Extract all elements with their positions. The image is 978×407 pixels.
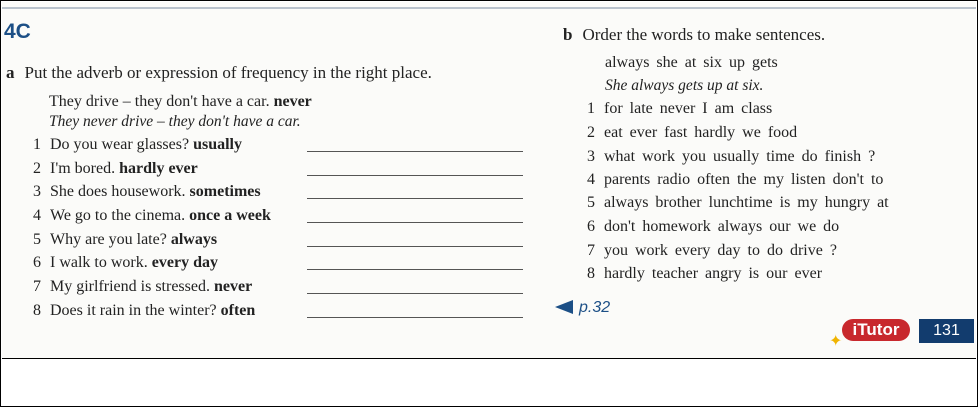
item-number: 8	[33, 302, 41, 319]
section-a-heading	[6, 63, 432, 83]
item-adverb: often	[220, 302, 256, 319]
section-a-instruction: Put the adverb or expression of frequency in the right place.	[24, 63, 432, 82]
page-number: 131	[919, 319, 974, 343]
item-text	[50, 278, 252, 296]
section-b-heading	[563, 25, 825, 45]
item-number: 5	[33, 231, 41, 248]
item-number: 1	[33, 136, 41, 153]
item-words: always brother lunchtime is my hungry at	[604, 194, 889, 211]
answer-line[interactable]	[307, 269, 523, 270]
section-b-instruction: Order the words to make sentences.	[582, 25, 826, 44]
section-b-item	[587, 171, 883, 193]
item-text	[50, 183, 261, 201]
item-question: Do you wear glasses?	[50, 136, 190, 153]
section-b-item	[587, 194, 889, 216]
unit-title: 4C	[4, 20, 31, 43]
item-text	[50, 254, 218, 272]
item-words: parents radio often the my listen don't to	[604, 171, 884, 188]
section-a-item	[2, 183, 527, 205]
item-number: 7	[33, 278, 41, 295]
section-b-item	[587, 265, 822, 287]
section-a-item	[2, 160, 527, 182]
item-question: My girlfriend is stressed.	[50, 278, 210, 295]
item-question: I walk to work.	[50, 254, 148, 271]
section-a-example-answer: They never drive – they don't have a car.	[49, 113, 301, 130]
example-adverb: never	[273, 93, 312, 110]
example-question-text: They drive – they don't have a car.	[49, 93, 270, 110]
page-reference-link[interactable]	[555, 299, 610, 317]
section-a-example-question	[49, 93, 312, 111]
section-a-letter: a	[6, 63, 15, 82]
item-number: 8	[587, 265, 595, 282]
item-number: 6	[587, 218, 595, 235]
item-question: Does it rain in the winter?	[50, 302, 217, 319]
section-b-item	[587, 242, 837, 264]
itutor-badge[interactable]: iTutor	[842, 319, 910, 341]
item-number: 2	[33, 160, 41, 177]
answer-line[interactable]	[307, 293, 523, 294]
answer-line[interactable]	[307, 317, 523, 318]
section-a-item	[2, 254, 527, 276]
item-number: 6	[33, 254, 41, 271]
section-b-item	[587, 148, 875, 170]
item-adverb: every day	[151, 254, 218, 271]
section-b-item	[587, 218, 839, 240]
item-number: 2	[587, 124, 595, 141]
section-b-item	[587, 100, 772, 122]
item-adverb: once a week	[189, 207, 271, 224]
section-a-item	[2, 231, 527, 253]
section-a-item	[2, 136, 527, 158]
item-text	[50, 302, 255, 320]
item-words: you work every day to do drive ?	[604, 242, 837, 259]
item-text	[50, 160, 198, 178]
item-text	[50, 136, 242, 154]
item-question: I'm bored.	[50, 160, 116, 177]
section-b-letter: b	[563, 25, 573, 44]
item-number: 3	[587, 148, 595, 165]
item-number: 1	[587, 100, 595, 117]
arrow-left-icon	[555, 300, 573, 314]
section-a-item	[2, 278, 527, 300]
item-adverb: sometimes	[189, 183, 261, 200]
item-adverb: usually	[193, 136, 242, 153]
section-b-example-answer: She always gets up at six.	[605, 77, 764, 94]
answer-line[interactable]	[307, 175, 523, 176]
item-number: 7	[587, 242, 595, 259]
item-number: 4	[587, 171, 595, 188]
star-icon: ✦	[829, 333, 843, 350]
item-words: don't homework always our we do	[604, 218, 840, 235]
answer-line[interactable]	[307, 246, 523, 247]
item-number: 5	[587, 194, 595, 211]
item-question: She does housework.	[50, 183, 186, 200]
section-b-example-words: always she at six up gets	[605, 54, 778, 71]
item-text	[50, 207, 271, 225]
item-adverb: always	[170, 231, 218, 248]
item-adverb: hardly ever	[119, 160, 198, 177]
item-question: We go to the cinema.	[50, 207, 186, 224]
item-words: for late never I am class	[604, 100, 773, 117]
item-adverb: never	[213, 278, 253, 295]
section-a-item	[2, 302, 527, 324]
item-words: eat ever fast hardly we food	[604, 124, 798, 141]
item-words: what work you usually time do finish ?	[604, 148, 876, 165]
page-reference-text: p.32	[579, 299, 611, 316]
item-number: 3	[33, 183, 41, 200]
answer-line[interactable]	[307, 222, 523, 223]
answer-line[interactable]	[307, 198, 523, 199]
item-question: Why are you late?	[50, 231, 167, 248]
item-words: hardly teacher angry is our ever	[604, 265, 823, 282]
item-number: 4	[33, 207, 41, 224]
top-rule	[2, 7, 976, 9]
section-b-item	[587, 124, 797, 146]
item-text	[50, 231, 217, 249]
answer-line[interactable]	[307, 151, 523, 152]
textbook-page	[2, 2, 976, 359]
section-a-item	[2, 207, 527, 229]
